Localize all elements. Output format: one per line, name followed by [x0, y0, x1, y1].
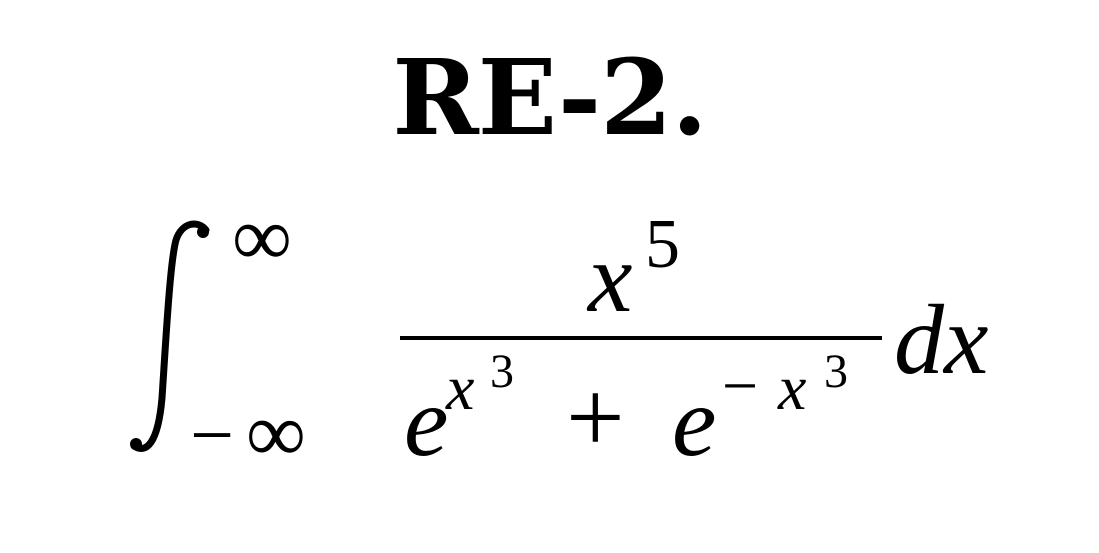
numerator-base: x	[588, 222, 633, 333]
denominator-term2-base: e	[672, 366, 717, 477]
numerator-exponent: 5	[645, 206, 680, 283]
denominator-term1-exp-power: 3	[490, 345, 514, 398]
fraction-bar	[400, 336, 882, 340]
differential: dx	[894, 284, 989, 395]
denominator-term2-exp-base: x	[778, 352, 807, 423]
denominator-term1-exp-base: x	[446, 352, 475, 423]
denominator-term1-base: e	[404, 366, 449, 477]
lower-limit: ∞	[246, 387, 306, 480]
denominator-operator: +	[566, 360, 625, 475]
denominator-term2-exp-sign: −	[722, 350, 759, 421]
problem-title: RE-2.	[392, 36, 707, 159]
lower-limit-sign: −	[190, 391, 234, 478]
upper-limit: ∞	[232, 191, 292, 284]
denominator-term2-exp-power: 3	[824, 345, 848, 398]
